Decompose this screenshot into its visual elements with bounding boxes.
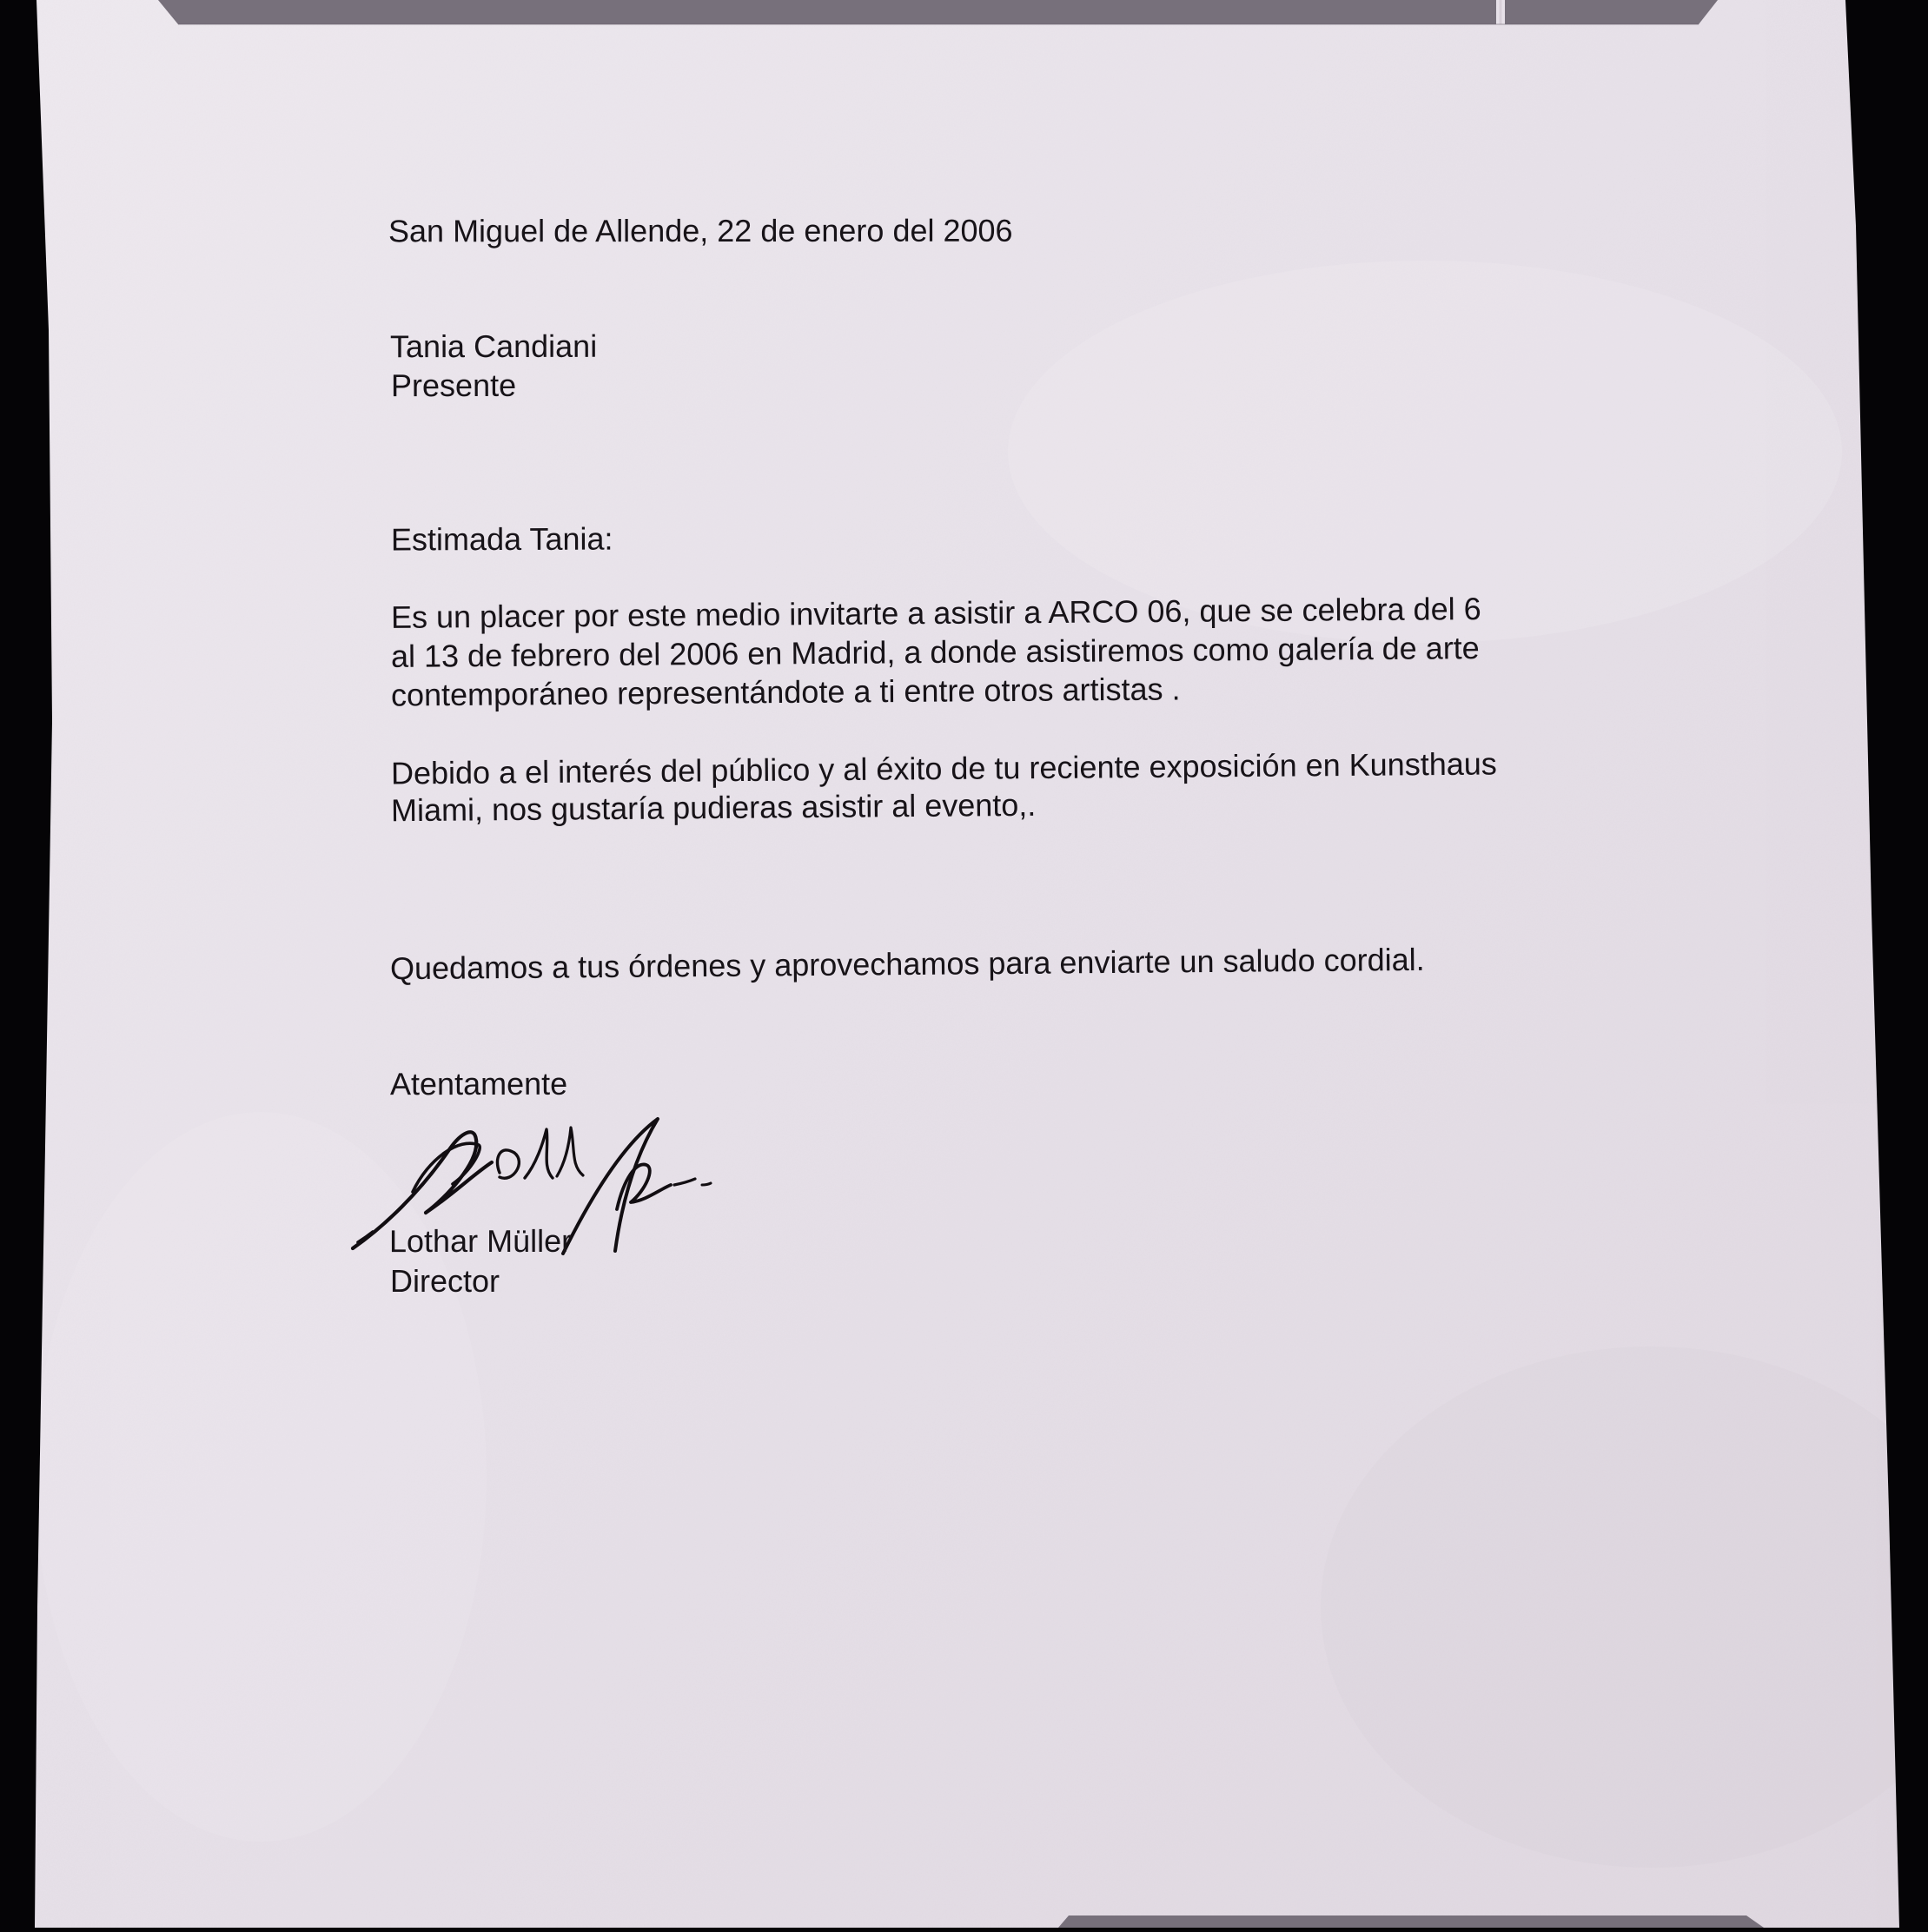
recipient-name: Tania Candiani (389, 328, 598, 365)
closing-sentence: Quedamos a tus órdenes y aprovechamos para enviarte un saludo cordial. (389, 941, 1425, 987)
greeting: Estimada Tania: (390, 520, 613, 558)
paragraph-2-line-1: Debido a el interés del público y al éxito de tu reciente exposición en Kunsthaus (390, 745, 1497, 791)
signer-role: Director (390, 1263, 500, 1299)
signer-name: Lothar Müller (388, 1222, 573, 1260)
closing: Atentamente (389, 1065, 568, 1102)
paragraph-1-line-1: Es un placer por este medio invitarte a asistir a ARCO 06, que se celebra del 6 (390, 591, 1481, 635)
recipient-title: Presente (390, 367, 517, 404)
paragraph-2-line-2: Miami, nos gustaría pudieras asistir al evento,. (390, 786, 1037, 829)
date-line: San Miguel de Allende, 22 de enero del 2006 (388, 212, 1013, 249)
paragraph-1-line-3: contemporáneo representándote a ti entre otros artistas . (390, 671, 1181, 713)
paragraph-1-line-2: al 13 de febrero del 2006 en Madrid, a donde asistiremos como galería de arte (390, 630, 1480, 674)
